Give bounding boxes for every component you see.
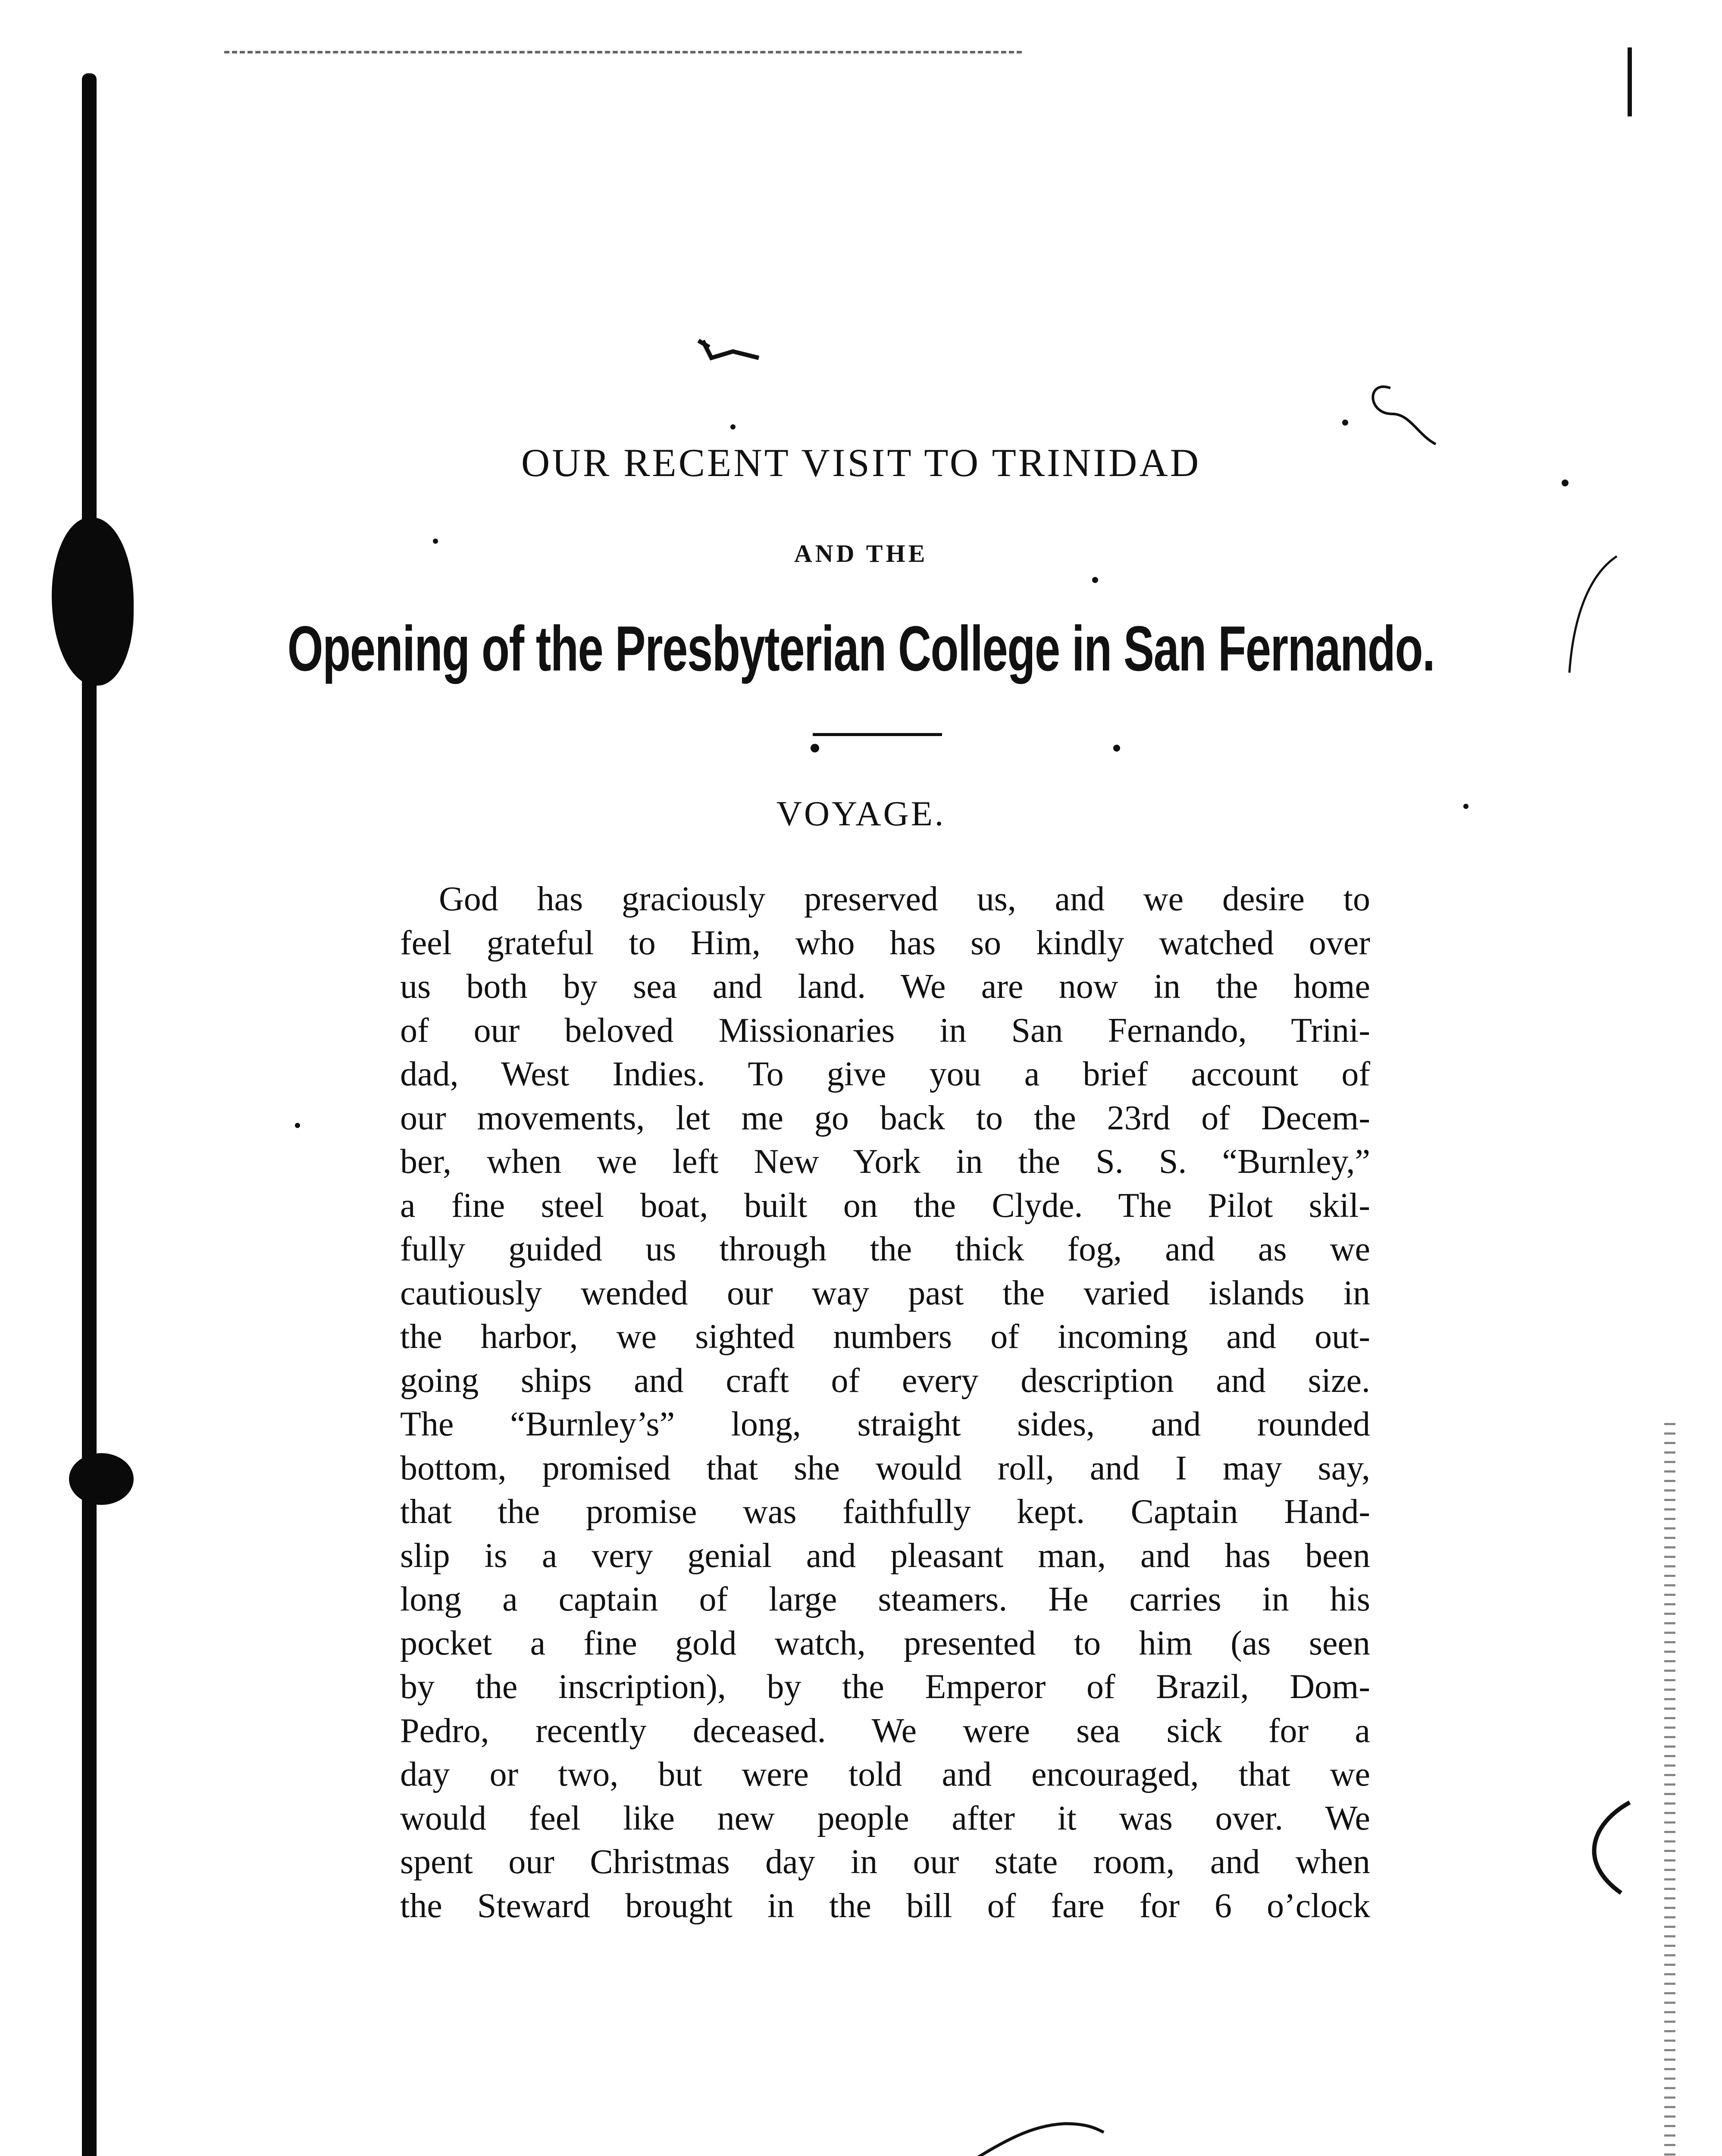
body-line: spent our Christmas day in our state room, and when — [400, 1843, 1370, 1881]
speck — [1113, 745, 1120, 752]
body-line: by the inscription), by the Emperor of Brazil, Dom- — [400, 1668, 1370, 1706]
title-connector: AND THE — [794, 539, 928, 567]
body-line: Pedro, recently deceased. We were sea sick for a — [400, 1711, 1370, 1750]
section-divider — [813, 733, 942, 736]
body-line: us both by sea and land. We are now in the home — [400, 968, 1370, 1006]
pen-tick-mark — [698, 341, 709, 347]
body-line: The “Burnley’s” long, straight sides, and rounded — [400, 1405, 1370, 1443]
speck — [811, 744, 819, 752]
speck — [295, 1123, 300, 1128]
body-line: our movements, let me go back to the 23rd of Decem- — [400, 1099, 1370, 1137]
body-line: God has graciously preserved us, and we desire to — [439, 880, 1370, 918]
pen-margin-stroke — [1569, 556, 1617, 673]
body-line: day or two, but were told and encouraged, that we — [400, 1755, 1370, 1793]
body-line: going ships and craft of every description and size. — [400, 1361, 1370, 1400]
speck — [1092, 577, 1098, 583]
body-line: pocket a fine gold watch, presented to him (as seen — [400, 1624, 1370, 1662]
body-line: fully guided us through the thick fog, and as we — [400, 1230, 1370, 1268]
body-line: of our beloved Missionaries in San Fernando, Trini- — [400, 1011, 1370, 1050]
pen-bracket-mark — [1594, 1802, 1630, 1893]
pen-loop-mark — [1373, 387, 1436, 444]
speck — [730, 424, 736, 429]
body-line: long a captain of large steamers. He carries in his — [400, 1580, 1370, 1618]
body-line: feel grateful to Him, who has so kindly watched over — [400, 924, 1370, 962]
body-paragraph — [400, 877, 1370, 1928]
body-line: slip is a very genial and pleasant man, and has been — [400, 1536, 1370, 1575]
section-heading: VOYAGE. — [776, 794, 946, 833]
body-line: the harbor, we sighted numbers of incoming and out- — [400, 1318, 1370, 1356]
page-subtitle: Opening of the Presbyterian College in San Fernando. — [287, 613, 1435, 684]
speck — [1342, 420, 1348, 426]
body-line: the Steward brought in the bill of fare for 6 o’clock — [400, 1887, 1370, 1925]
body-line: cautiously wended our way past the varied islands in — [400, 1274, 1370, 1312]
pen-bottom-swoosh — [918, 2124, 1104, 2156]
body-line: bottom, promised that she would roll, and I may say, — [400, 1449, 1370, 1487]
pen-check-mark — [703, 341, 759, 358]
body-line: dad, West Indies. To give you a brief account of — [400, 1055, 1370, 1093]
body-line: ber, when we left New York in the S. S. “Burnley,” — [400, 1143, 1370, 1181]
page-title: OUR RECENT VISIT TO TRINIDAD — [521, 441, 1201, 485]
body-line: would feel like new people after it was over. We — [400, 1799, 1370, 1837]
body-line: a fine steel boat, built on the Clyde. The Pilot skil- — [400, 1186, 1370, 1225]
body-line: that the promise was faithfully kept. Captain Hand- — [400, 1493, 1370, 1531]
